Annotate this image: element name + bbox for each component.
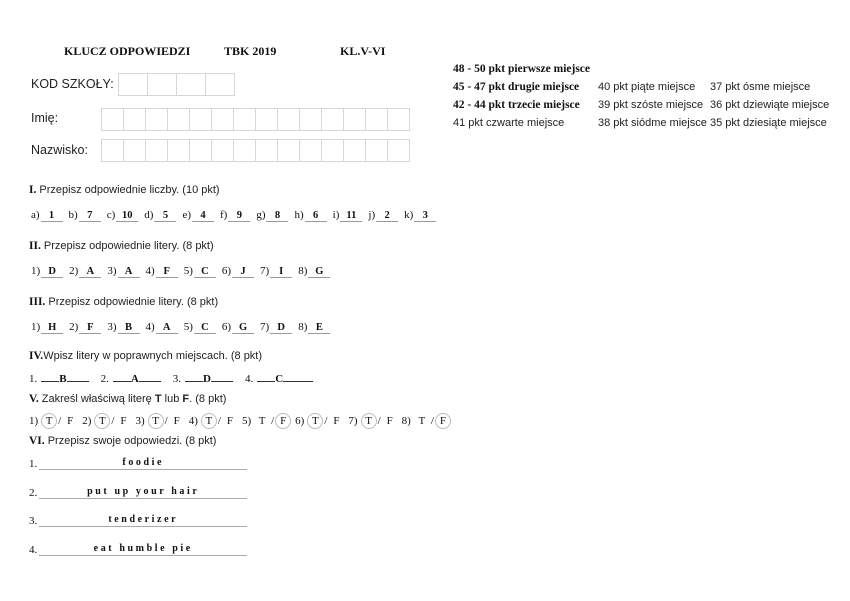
answer-item — [146, 321, 178, 334]
answer-item — [402, 413, 451, 429]
item-label: 1) — [31, 321, 41, 333]
item-label: 4. — [245, 373, 254, 385]
item-label: c) — [106, 209, 116, 221]
option-f[interactable]: F — [435, 413, 451, 429]
answer-letter[interactable]: C — [275, 373, 284, 385]
option-f[interactable]: F — [173, 415, 180, 427]
item-label: 2) — [69, 265, 79, 277]
answer-item — [31, 265, 63, 278]
item-label: 1. — [29, 373, 38, 385]
letter-box[interactable] — [205, 73, 235, 96]
option-separator: / — [271, 415, 275, 427]
option-t[interactable]: T — [258, 415, 266, 427]
item-label: 8) — [401, 415, 411, 427]
item-label: 5) — [241, 415, 252, 427]
answer-item — [101, 373, 161, 385]
option-t[interactable]: T — [94, 413, 110, 429]
school-code-label: KOD SZKOŁY: — [31, 77, 114, 91]
item-label: 4) — [145, 265, 155, 277]
answer-blank[interactable]: C — [194, 266, 216, 278]
letter-box[interactable] — [101, 108, 124, 131]
option-t[interactable]: T — [361, 413, 377, 429]
section-6-line-3 — [29, 514, 247, 527]
letter-box[interactable] — [387, 108, 410, 131]
item-label: 2. — [100, 373, 109, 385]
answer-item — [256, 209, 288, 222]
section-4-heading — [29, 350, 262, 362]
option-separator: / — [324, 415, 328, 427]
letter-box[interactable] — [321, 139, 344, 162]
answer-blank[interactable]: F — [156, 266, 178, 278]
option-separator: / — [217, 415, 221, 427]
section-4-title: Wpisz litery w poprawnych miejscach. (8 pkt) — [43, 350, 263, 362]
section-3-answers — [31, 321, 336, 334]
score-tenth: 35 pkt dziesiąte miejsce — [710, 117, 827, 129]
answer-item — [298, 265, 330, 278]
answer-item — [31, 321, 63, 334]
item-label: 3) — [107, 321, 117, 333]
item-label: f) — [219, 209, 228, 221]
answer-blank[interactable]: 10 — [116, 210, 138, 222]
letter-box[interactable] — [299, 139, 322, 162]
answer-blank[interactable]: 6 — [305, 210, 327, 222]
item-label: k) — [404, 209, 414, 221]
answer-blank[interactable]: E — [308, 322, 330, 334]
answer-blank[interactable]: F — [79, 322, 101, 334]
item-label: 7) — [260, 265, 270, 277]
item-label: 4) — [188, 415, 198, 427]
class-level: KL.V-VI — [340, 44, 386, 58]
section-6-line-4-answer[interactable]: eat humble pie — [39, 543, 247, 556]
option-t[interactable]: T — [307, 413, 323, 429]
document-title: KLUCZ ODPOWIEDZI — [64, 44, 191, 58]
item-label: 5) — [183, 265, 193, 277]
section-1-heading — [29, 184, 220, 196]
option-t[interactable]: T — [148, 413, 164, 429]
section-6-line-2-answer[interactable]: put up your hair — [39, 486, 247, 499]
item-label: 8) — [298, 321, 308, 333]
answer-item — [222, 321, 254, 334]
letter-box[interactable] — [365, 108, 388, 131]
item-label: 1) — [29, 415, 39, 427]
section-2-number: II. — [29, 240, 41, 252]
option-separator: / — [164, 415, 168, 427]
answer-item — [69, 265, 101, 278]
answer-item — [146, 265, 178, 278]
answer-item — [29, 413, 78, 429]
item-label: j) — [368, 209, 376, 221]
section-6-line-2-label: 2. — [29, 487, 38, 499]
item-label: g) — [256, 209, 266, 221]
answer-blank[interactable]: J — [232, 266, 254, 278]
answer-line — [211, 380, 233, 382]
answer-letter[interactable]: A — [130, 373, 139, 385]
first-name-boxes[interactable] — [102, 108, 410, 131]
answer-item — [184, 321, 216, 334]
answer-line — [185, 380, 203, 382]
section-3-title: Przepisz odpowiednie litery. (8 pkt) — [48, 296, 219, 308]
answer-blank[interactable]: 1 — [41, 210, 63, 222]
option-t[interactable]: T — [418, 415, 426, 427]
letter-box[interactable] — [255, 139, 278, 162]
score-fourth: 41 pkt czwarte miejsce — [453, 117, 565, 129]
section-3-number: III. — [29, 296, 46, 308]
answer-blank[interactable]: 5 — [154, 210, 176, 222]
answer-item — [29, 373, 89, 385]
item-label: 7) — [260, 321, 270, 333]
letter-box[interactable] — [233, 139, 256, 162]
answer-blank[interactable]: G — [308, 266, 330, 278]
section-6-number: VI. — [29, 435, 45, 447]
item-label: 3) — [135, 415, 145, 427]
answer-item — [173, 373, 233, 385]
answer-line — [257, 380, 275, 382]
section-1-number: I. — [29, 184, 37, 196]
item-label: 8) — [298, 265, 308, 277]
answer-blank[interactable]: C — [194, 322, 216, 334]
answer-blank[interactable]: D — [41, 266, 63, 278]
letter-box[interactable] — [101, 139, 124, 162]
option-t[interactable]: T — [201, 413, 217, 429]
school-code-boxes[interactable] — [119, 73, 235, 96]
score-eighth: 37 pkt ósme miejsce — [710, 81, 811, 93]
item-label: 6) — [221, 265, 232, 277]
letter-box[interactable] — [123, 108, 146, 131]
answer-line — [283, 380, 313, 382]
item-label: 3. — [172, 373, 182, 385]
score-seventh: 38 pkt siódme miejsce — [598, 117, 707, 129]
last-name-boxes[interactable] — [102, 139, 410, 162]
item-label: b) — [68, 209, 78, 221]
answer-blank[interactable]: 9 — [228, 210, 250, 222]
section-5-answers — [29, 413, 455, 429]
score-fifth: 40 pkt piąte miejsce — [598, 81, 696, 93]
item-label: h) — [294, 209, 304, 221]
answer-blank[interactable]: 3 — [414, 210, 436, 222]
answer-item — [242, 413, 291, 429]
option-separator: / — [58, 415, 62, 427]
answer-blank[interactable]: 7 — [79, 210, 101, 222]
last-name-label: Nazwisko: — [31, 143, 88, 157]
answer-item — [368, 209, 398, 222]
item-label: 2) — [82, 415, 92, 427]
score-second: 45 - 47 pkt drugie miejsce — [453, 81, 580, 93]
item-label: e) — [182, 209, 191, 221]
answer-blank[interactable]: A — [156, 322, 178, 334]
letter-box[interactable] — [255, 108, 278, 131]
answer-item — [260, 321, 292, 334]
item-label: a) — [31, 209, 40, 221]
score-ninth: 36 pkt dziewiąte miejsce — [710, 99, 830, 111]
letter-box[interactable] — [321, 108, 344, 131]
letter-box[interactable] — [147, 73, 177, 96]
answer-blank[interactable]: A — [79, 266, 101, 278]
item-label: 6) — [295, 415, 305, 427]
item-label: 1) — [31, 265, 41, 277]
section-6-line-4-label: 4. — [29, 544, 38, 556]
section-5-title-pre: Zakreśl właściwą literę — [41, 393, 155, 405]
option-f[interactable]: F — [67, 415, 74, 427]
section-6-title: Przepisz swoje odpowiedzi. (8 pkt) — [47, 435, 217, 447]
answer-item — [184, 265, 216, 278]
letter-box[interactable] — [277, 108, 300, 131]
option-f[interactable]: F — [120, 415, 127, 427]
option-t[interactable]: T — [41, 413, 57, 429]
answer-item — [245, 373, 313, 385]
option-f[interactable]: F — [333, 415, 340, 427]
section-5-title-f: F — [182, 393, 190, 405]
letter-box[interactable] — [211, 139, 234, 162]
item-label: 6) — [221, 321, 232, 333]
answer-blank[interactable]: B — [118, 322, 140, 334]
option-separator: / — [430, 415, 434, 427]
letter-box[interactable] — [167, 139, 190, 162]
answer-item — [260, 265, 292, 278]
answer-item — [348, 413, 397, 429]
answer-item — [135, 413, 184, 429]
answer-letter[interactable]: D — [203, 373, 211, 385]
section-6-line-1 — [29, 457, 247, 470]
letter-box[interactable] — [343, 139, 366, 162]
answer-item — [182, 209, 214, 222]
answer-blank[interactable]: D — [270, 322, 292, 334]
answer-item — [294, 209, 326, 222]
letter-box[interactable] — [145, 139, 168, 162]
section-6-line-2 — [29, 486, 247, 499]
answer-blank[interactable]: 2 — [376, 210, 398, 222]
section-6-line-4 — [29, 543, 247, 556]
item-label: 7) — [348, 415, 358, 427]
letter-box[interactable] — [176, 73, 206, 96]
answer-item — [69, 209, 101, 222]
item-label: d) — [144, 209, 154, 221]
section-2-answers — [31, 265, 336, 278]
option-separator: / — [111, 415, 115, 427]
letter-box[interactable] — [277, 139, 300, 162]
answer-blank[interactable]: I — [270, 266, 292, 278]
item-label: 3) — [107, 265, 117, 277]
option-f[interactable]: F — [275, 413, 291, 429]
answer-blank[interactable]: H — [41, 322, 63, 334]
letter-box[interactable] — [189, 139, 212, 162]
answer-item — [144, 209, 176, 222]
score-first: 48 - 50 pkt pierwsze miejsce — [453, 63, 591, 75]
letter-box[interactable] — [167, 108, 190, 131]
section-5-number: V. — [29, 393, 39, 405]
section-6-heading — [29, 435, 216, 447]
answer-line — [41, 380, 59, 382]
section-3-heading — [29, 296, 218, 308]
answer-item — [298, 321, 330, 334]
item-label: 2) — [69, 321, 79, 333]
letter-box[interactable] — [387, 139, 410, 162]
answer-blank[interactable]: 11 — [340, 210, 362, 222]
score-third: 42 - 44 pkt trzecie miejsce — [453, 99, 580, 111]
answer-blank[interactable]: A — [118, 266, 140, 278]
first-name-label: Imię: — [31, 111, 59, 125]
answer-item — [31, 209, 63, 222]
section-6-line-3-label: 3. — [29, 515, 38, 527]
score-sixth: 39 pkt szóste miejsce — [598, 99, 704, 111]
section-4-number: IV. — [29, 350, 44, 362]
answer-line — [139, 380, 161, 382]
letter-box[interactable] — [189, 108, 212, 131]
section-1-answers — [31, 209, 442, 222]
answer-item — [404, 209, 436, 222]
item-label: i) — [332, 209, 340, 221]
item-label: 5) — [183, 321, 193, 333]
answer-item — [107, 321, 139, 334]
letter-box[interactable] — [233, 108, 256, 131]
letter-box[interactable] — [211, 108, 234, 131]
section-6-line-1-label: 1. — [29, 458, 38, 470]
answer-item — [82, 413, 131, 429]
answer-blank[interactable]: 8 — [266, 210, 288, 222]
answer-item — [295, 413, 344, 429]
answer-letter[interactable]: B — [59, 373, 67, 385]
section-5-title-mid: lub — [161, 393, 183, 405]
letter-box[interactable] — [299, 108, 322, 131]
section-5-heading — [29, 393, 226, 405]
option-separator: / — [377, 415, 381, 427]
section-6-line-1-answer[interactable]: foodie — [39, 457, 247, 470]
letter-box[interactable] — [365, 139, 388, 162]
section-1-title: Przepisz odpowiednie liczby. (10 pkt) — [39, 184, 220, 196]
answer-line — [67, 380, 89, 382]
option-f[interactable]: F — [386, 415, 393, 427]
answer-blank[interactable]: 4 — [192, 210, 214, 222]
section-4-answers — [29, 373, 325, 385]
section-5-title-post: . (8 pkt) — [189, 393, 227, 405]
section-5-title-t: T — [154, 393, 162, 405]
letter-box[interactable] — [343, 108, 366, 131]
section-2-heading — [29, 240, 214, 252]
answer-item — [69, 321, 101, 334]
letter-box[interactable] — [123, 139, 146, 162]
answer-line — [113, 380, 131, 382]
answer-item — [107, 265, 139, 278]
answer-item — [220, 209, 250, 222]
item-label: 4) — [145, 321, 155, 333]
answer-blank[interactable]: G — [232, 322, 254, 334]
answer-item — [222, 265, 254, 278]
section-2-title: Przepisz odpowiednie litery. (8 pkt) — [43, 240, 214, 252]
answer-item — [107, 209, 139, 222]
answer-item — [333, 209, 363, 222]
answer-item — [189, 413, 238, 429]
option-f[interactable]: F — [226, 415, 233, 427]
letter-box[interactable] — [118, 73, 148, 96]
section-6-line-3-answer[interactable]: tenderizer — [39, 514, 247, 527]
test-name: TBK 2019 — [224, 44, 277, 58]
letter-box[interactable] — [145, 108, 168, 131]
